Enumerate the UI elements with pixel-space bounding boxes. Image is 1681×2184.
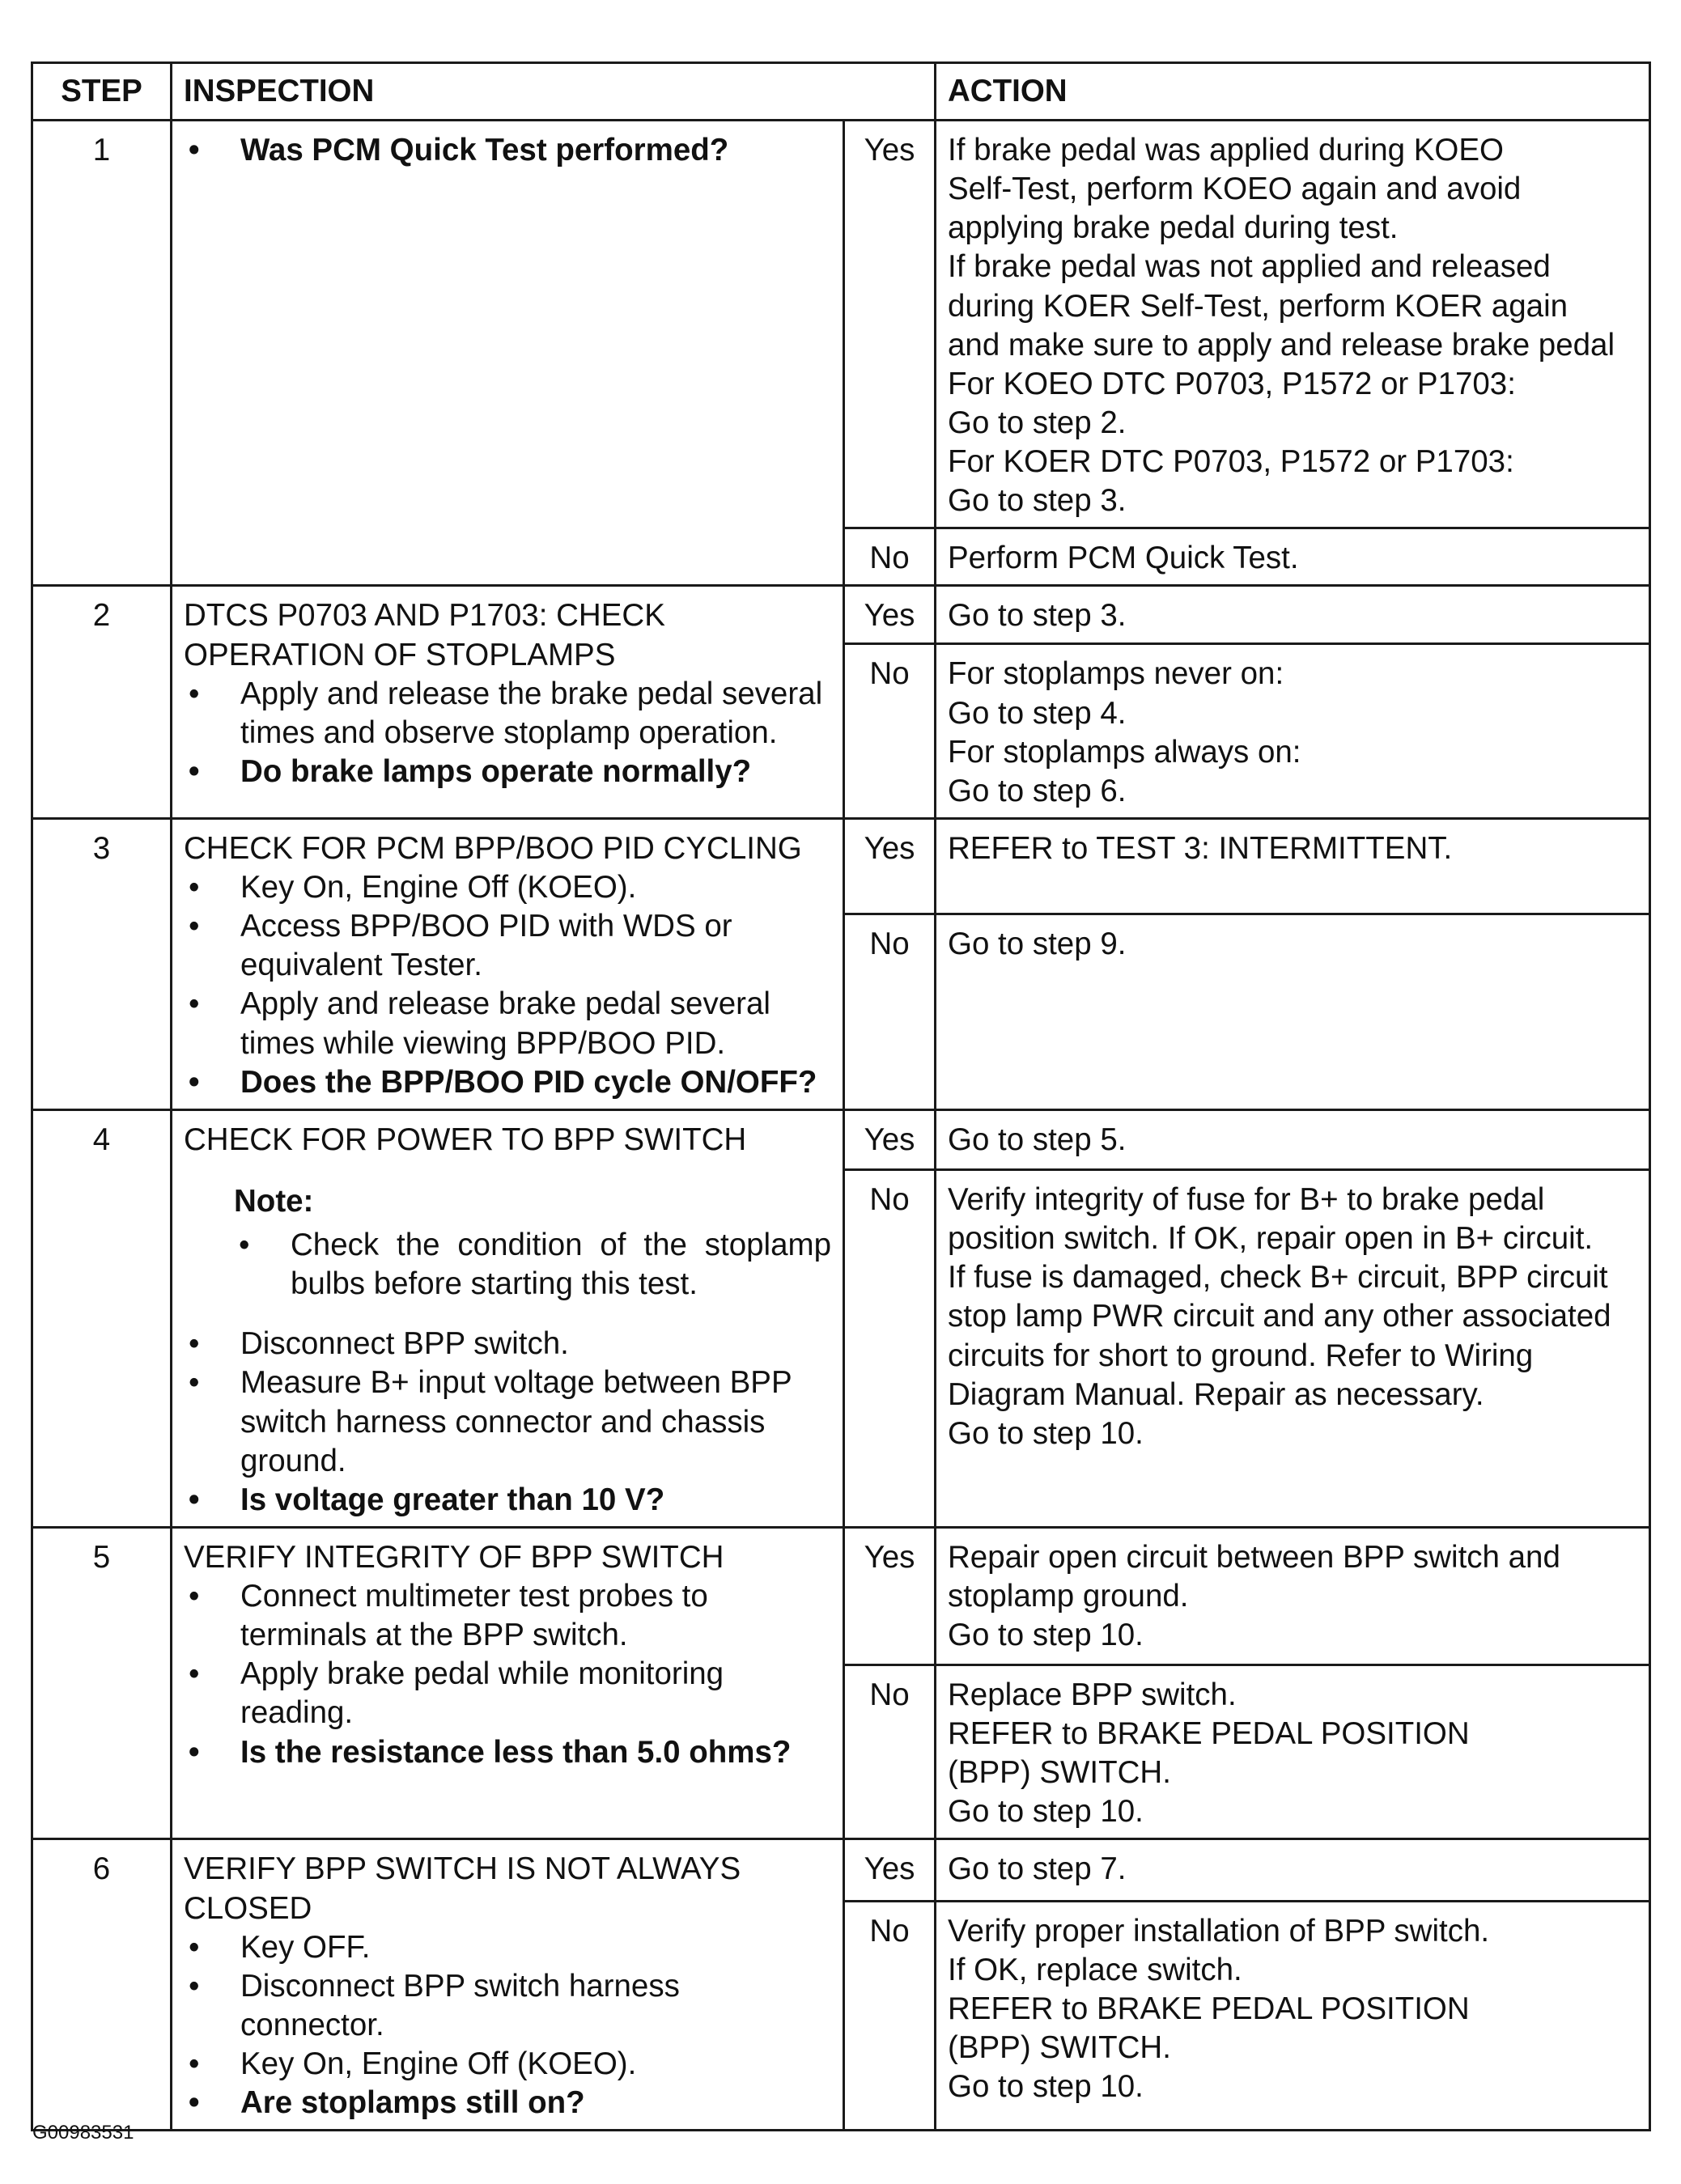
header-inspection: INSPECTION (172, 63, 936, 121)
note-label: Note: (234, 1183, 314, 1219)
inspection-question: • Are stoplamps still on? (184, 2084, 831, 2123)
action-cell (936, 914, 1650, 1109)
step-number: 5 (32, 1527, 172, 1839)
action-line: Replace BPP switch. (948, 1677, 1237, 1712)
answer-no: No (844, 914, 936, 1109)
table-row (32, 1839, 1650, 1901)
action-line: If brake pedal was not applied and released (948, 249, 1551, 285)
inspection-question: • Is voltage greater than 10 V? (184, 1481, 831, 1520)
action-line: For KOEO DTC P0703, P1572 or P1703: (948, 366, 1516, 401)
inspection-bullets (184, 1325, 831, 1520)
action-line: REFER to BRAKE PEDAL POSITION (948, 1991, 1470, 2026)
inspection-cell (172, 1527, 844, 1839)
action-line: For KOER DTC P0703, P1572 or P1703: (948, 444, 1514, 479)
inspection-title: VERIFY BPP SWITCH IS NOT ALWAYS CLOSED (184, 1851, 741, 1926)
inspection-title: DTCS P0703 AND P1703: CHECK OPERATION OF STOPLAMPS (184, 598, 665, 672)
inspection-cell (172, 121, 844, 586)
action-line: stoplamp ground. (948, 1579, 1189, 1614)
answer-no: No (844, 1170, 936, 1528)
action-line: and make sure to apply and release brake pedal (948, 327, 1615, 363)
action-line: Go to step 5. (948, 1122, 1127, 1157)
action-line: stop lamp PWR circuit and any other associated (948, 1299, 1611, 1334)
action-cell (936, 1839, 1650, 1901)
answer-yes: Yes (844, 586, 936, 644)
table-row (32, 1527, 1650, 1665)
inspection-instruction: • Connect multimeter test probes to terminals at the BPP switch. (184, 1577, 831, 1655)
inspection-instruction: • Disconnect BPP switch. (184, 1325, 831, 1363)
action-line: during KOER Self-Test, perform KOER again (948, 288, 1569, 324)
inspection-question: • Do brake lamps operate normally? (184, 753, 831, 791)
header-action: ACTION (936, 63, 1650, 121)
action-cell (936, 644, 1650, 819)
action-line: applying brake pedal during test. (948, 210, 1399, 246)
inspection-instruction: • Key OFF. (184, 1928, 831, 1967)
inspection-question: • Does the BPP/BOO PID cycle ON/OFF? (184, 1063, 831, 1102)
action-line: For stoplamps always on: (948, 734, 1301, 770)
inspection-bullets (184, 675, 831, 791)
action-line: Go to step 7. (948, 1851, 1127, 1887)
action-cell (936, 1665, 1650, 1839)
table-row (32, 121, 1650, 528)
inspection-title: VERIFY INTEGRITY OF BPP SWITCH (184, 1539, 724, 1575)
action-line: Perform PCM Quick Test. (948, 541, 1299, 576)
table-row (32, 586, 1650, 644)
answer-no: No (844, 528, 936, 586)
inspection-bullets (184, 1577, 831, 1772)
note-list (234, 1226, 831, 1304)
action-cell (936, 818, 1650, 914)
action-line: Go to step 3. (948, 483, 1127, 519)
figure-code: G00983531 (32, 2122, 134, 2144)
inspection-bullets (184, 131, 831, 170)
action-line: If OK, replace switch. (948, 1952, 1242, 1987)
action-cell (936, 586, 1650, 644)
inspection-question: • Was PCM Quick Test performed? (184, 131, 831, 170)
action-line: REFER to TEST 3: INTERMITTENT. (948, 830, 1453, 866)
action-line: For stoplamps never on: (948, 656, 1284, 692)
answer-no: No (844, 1901, 936, 2131)
inspection-bullets (184, 868, 831, 1102)
action-line: Go to step 10. (948, 2069, 1144, 2105)
inspection-cell (172, 586, 844, 819)
step-number: 1 (32, 121, 172, 586)
action-line: Go to step 9. (948, 927, 1127, 962)
inspection-instruction: • Apply brake pedal while monitoring reading. (184, 1655, 831, 1732)
action-line: Repair open circuit between BPP switch and (948, 1539, 1560, 1575)
table-header (32, 63, 1650, 121)
inspection-instruction: • Access BPP/BOO PID with WDS or equivalent Tester. (184, 907, 831, 985)
answer-yes: Yes (844, 1527, 936, 1665)
inspection-cell (172, 1109, 844, 1527)
table-row (32, 1109, 1650, 1169)
inspection-instruction: • Apply and release brake pedal several times while viewing BPP/BOO PID. (184, 985, 831, 1062)
inspection-question: • Is the resistance less than 5.0 ohms? (184, 1733, 831, 1772)
action-line: Go to step 10. (948, 1415, 1144, 1451)
action-cell (936, 1109, 1650, 1169)
table-body (32, 121, 1650, 2131)
inspection-cell (172, 818, 844, 1109)
diagnostic-table (31, 61, 1651, 2131)
action-cell (936, 1527, 1650, 1665)
action-line: Go to step 3. (948, 598, 1127, 634)
inspection-instruction: • Disconnect BPP switch harness connector. (184, 1967, 831, 2045)
action-line: Verify integrity of fuse for B+ to brake pedal (948, 1182, 1545, 1218)
answer-no: No (844, 1665, 936, 1839)
inspection-cell (172, 1839, 844, 2131)
header-row (32, 63, 1650, 121)
answer-yes: Yes (844, 818, 936, 914)
action-line: Go to step 10. (948, 1618, 1144, 1653)
action-line: Go to step 6. (948, 773, 1127, 808)
action-line: (BPP) SWITCH. (948, 1755, 1171, 1791)
header-step: STEP (32, 63, 172, 121)
action-cell (936, 121, 1650, 528)
action-cell (936, 528, 1650, 586)
inspection-instruction: • Measure B+ input voltage between BPP switch harness connector and chassis ground. (184, 1363, 831, 1480)
inspection-title: CHECK FOR POWER TO BPP SWITCH (184, 1122, 747, 1157)
action-line: position switch. If OK, repair open in B+ circuit. (948, 1221, 1594, 1257)
action-line: If brake pedal was applied during KOEO (948, 133, 1504, 168)
action-line: REFER to BRAKE PEDAL POSITION (948, 1716, 1470, 1751)
action-line: Self-Test, perform KOEO again and avoid (948, 172, 1522, 207)
action-line: Go to step 2. (948, 405, 1127, 440)
action-line: Go to step 4. (948, 695, 1127, 731)
action-line: Verify proper installation of BPP switch. (948, 1913, 1490, 1949)
answer-yes: Yes (844, 1839, 936, 1901)
inspection-title: CHECK FOR PCM BPP/BOO PID CYCLING (184, 830, 802, 866)
inspection-instruction: • Key On, Engine Off (KOEO). (184, 868, 831, 907)
answer-yes: Yes (844, 121, 936, 528)
action-line: circuits for short to ground. Refer to Wiring (948, 1338, 1534, 1373)
action-line: Diagram Manual. Repair as necessary. (948, 1376, 1484, 1412)
step-number: 4 (32, 1109, 172, 1527)
step-number: 6 (32, 1839, 172, 2131)
inspection-bullets (184, 1928, 831, 2123)
inspection-instruction: • Apply and release the brake pedal several times and observe stoplamp operation. (184, 675, 831, 753)
action-cell (936, 1170, 1650, 1528)
note-item: • Check the condition of the stoplamp bulbs before starting this test. (234, 1226, 831, 1304)
action-line: Go to step 10. (948, 1794, 1144, 1830)
table-row (32, 818, 1650, 914)
answer-yes: Yes (844, 1109, 936, 1169)
step-number: 2 (32, 586, 172, 819)
inspection-instruction: • Key On, Engine Off (KOEO). (184, 2045, 831, 2084)
step-number: 3 (32, 818, 172, 1109)
action-line: (BPP) SWITCH. (948, 2029, 1171, 2065)
action-line: If fuse is damaged, check B+ circuit, BPP circuit (948, 1260, 1608, 1296)
answer-no: No (844, 644, 936, 819)
action-cell (936, 1901, 1650, 2131)
